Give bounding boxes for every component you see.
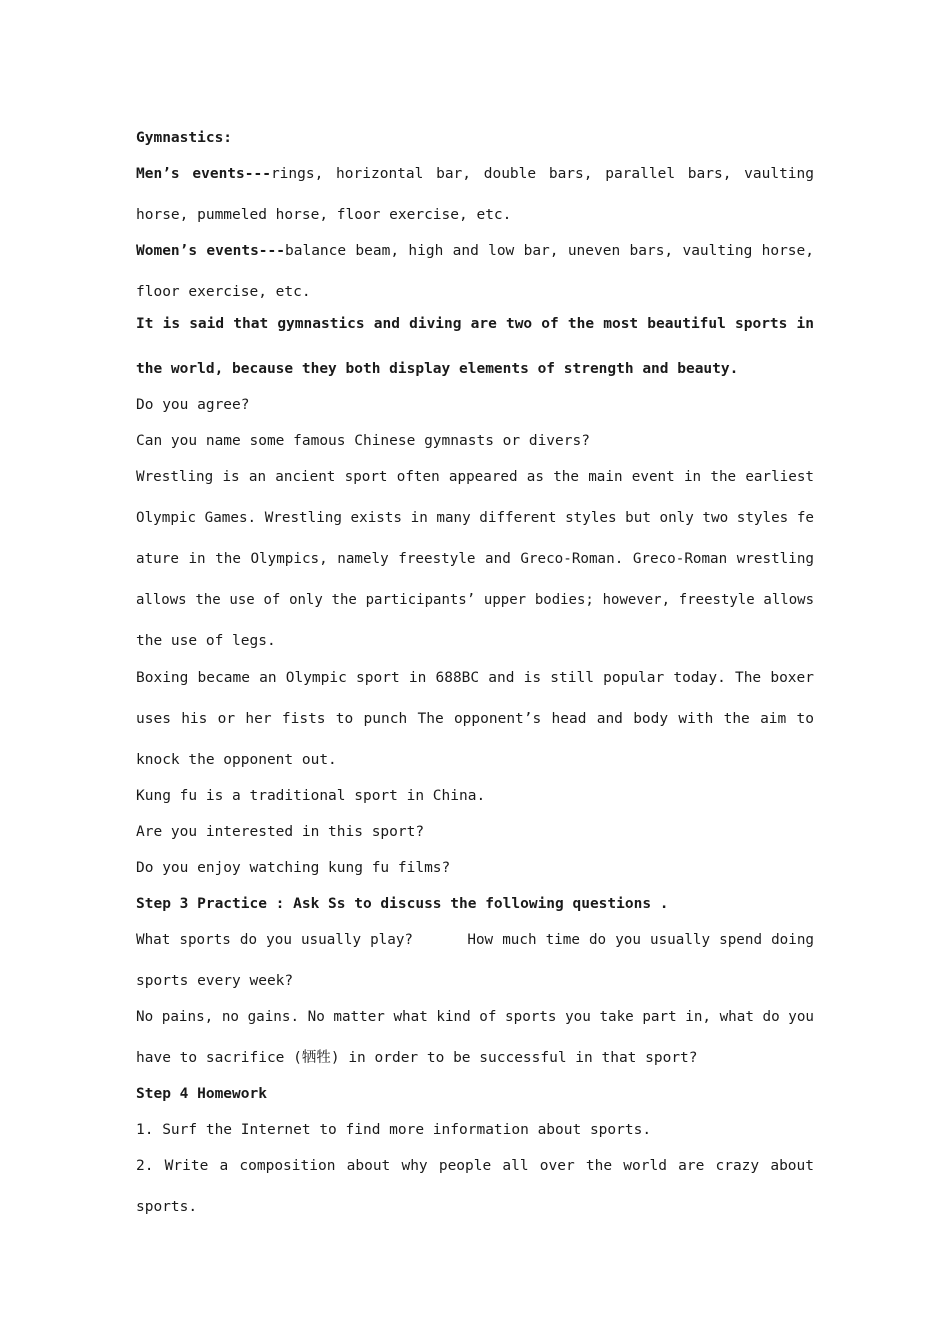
wrestling-line-3: ature in the Olympics, namely freestyle and Greco-Roman. Greco-Roman wrestling [136,551,814,567]
mens-events-label: Men’s events--- [136,166,271,182]
question-name-gymnasts: Can you name some famous Chinese gymnasts or divers? [136,433,590,449]
mens-events-line [136,164,814,184]
homework-item-1: 1. Surf the Internet to find more information about sports. [136,1122,652,1138]
step3-heading: Step 3 Practice : Ask Ss to discuss the following questions . [136,896,669,912]
mens-events-list: rings, horizontal bar, double bars, parallel bars, vaulting [270,166,814,182]
womens-events-label: Women’s events--- [136,243,285,259]
womens-events-line-2: floor exercise, etc. [136,284,311,300]
wrestling-line-2: Olympic Games. Wrestling exists in many different styles but only two styles fe [136,510,814,526]
discussion-questions-line-2: sports every week? [136,973,294,989]
womens-events-line [136,241,814,261]
beauty-paragraph-line-1: It is said that gymnastics and diving are two of the most beautiful sports in [136,316,814,332]
no-pains-line-1: No pains, no gains. No matter what kind of sports you take part in, what do you [136,1009,814,1025]
wrestling-line-1: Wrestling is an ancient sport often appeared as the main event in the earliest [136,469,814,485]
wrestling-line-5: the use of legs. [136,633,276,649]
boxing-line-2: uses his or her fists to punch The opponent’s head and body with the aim to [136,711,814,727]
boxing-line-3: knock the opponent out. [136,752,337,768]
gymnastics-heading: Gymnastics: [136,130,233,146]
question-agree: Do you agree? [136,397,250,413]
homework-item-2-line-2: sports. [136,1199,198,1215]
question-interested: Are you interested in this sport? [136,824,425,840]
homework-item-2-line-1: 2. Write a composition about why people all over the world are crazy about [136,1158,814,1174]
mens-events-line-2: horse, pummeled horse, floor exercise, etc. [136,207,512,223]
wrestling-line-4: allows the use of only the participants’ upper bodies; however, freestyle allows [136,592,814,608]
beauty-paragraph-line-2: the world, because they both display elements of strength and beauty. [136,361,739,377]
step4-heading: Step 4 Homework [136,1086,267,1102]
boxing-line-1: Boxing became an Olympic sport in 688BC and is still popular today. The boxer [136,670,814,686]
discussion-questions-line-1: What sports do you usually play? How much time do you usually spend doing [136,932,814,948]
kungfu-line: Kung fu is a traditional sport in China. [136,788,486,804]
no-pains-line-2: have to sacrifice (牺牲) in order to be successful in that sport? [136,1050,698,1066]
question-kungfu-films: Do you enjoy watching kung fu films? [136,860,451,876]
womens-events-list: balance beam, high and low bar, uneven bars, vaulting horse, [285,243,815,259]
